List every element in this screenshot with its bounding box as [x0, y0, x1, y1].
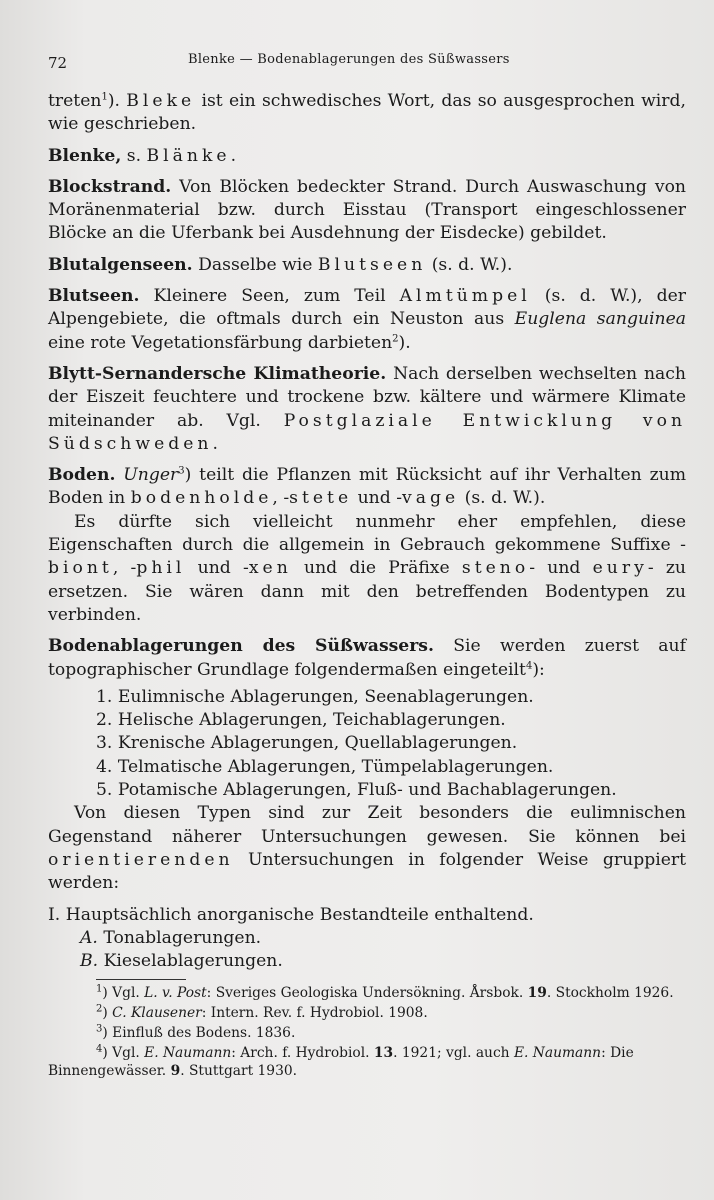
- section-heading-i: I. Hauptsächlich anorganische Bestandteile enthaltend.: [48, 904, 534, 925]
- lemma-blutseen: Blutseen.: [48, 286, 140, 307]
- subsection-b: B. Kieselablagerungen.: [80, 951, 283, 972]
- footnote-4: $^4$) Vgl. E. Naumann: Arch. f. Hydrobiol. 13. 1921; vgl. auch E. Naumann: Die Binnengewässer. 9. Stuttgart 1930.: [48, 1043, 634, 1080]
- entry-boden: Boden. Unger$^3$) teilt die Pflanzen mit Rücksicht auf ihr Verhalten zum Boden in bodenholde, -stete und -vage (s. d. W.).: [48, 465, 687, 509]
- lemma-blockstrand: Blockstrand.: [48, 176, 172, 197]
- footnote-3: $^3$) Einfluß des Bodens. 1836.: [96, 1023, 296, 1042]
- lemma-bodenablagerungen: Bodenablagerungen des Süßwassers.: [48, 636, 434, 657]
- entry-blutseen: Blutseen. Kleinere Seen, zum Teil Almtümpel (s. d. W.), der Alpengebiete, die oftmals durch ein Neuston aus Euglena sanguinea eine rote Vegetationsfärbung darbieten$^2$).: [48, 286, 686, 353]
- footnote-divider: [96, 979, 186, 980]
- list-item: 4. Telmatische Ablagerungen, Tümpelablagerungen.: [96, 756, 554, 777]
- lemma-boden: Boden.: [48, 465, 116, 486]
- lemma-blutalgenseen: Blutalgenseen.: [48, 254, 193, 275]
- lemma-blytt-sernander: Blytt-Sernandersche Klimatheorie.: [48, 363, 387, 384]
- footnote-2: $^2$) C. Klausener: Intern. Rev. f. Hydrobiol. 1908.: [96, 1003, 428, 1022]
- entry-blytt-sernander: Blytt-Sernandersche Klimatheorie. Nach derselben wechselten nach der Eiszeit feuchtere und trockene bzw. kältere und wärmere Klimate miteinander ab. Vgl. Postglaziale Entwicklung von Südschweden.: [48, 363, 687, 454]
- paragraph-treten: treten$^1$). Bleke ist ein schwedisches Wort, das so ausgesprochen wird, wie geschrieben.: [48, 91, 686, 135]
- entry-blenke: Blenke, s. Blänke.: [48, 145, 237, 166]
- page-number: 72: [48, 54, 68, 72]
- lemma-blenke: Blenke,: [48, 145, 122, 166]
- list-item: 5. Potamische Ablagerungen, Fluß- und Bachablagerungen.: [96, 780, 617, 801]
- page-text: [48, 48, 686, 1082]
- deposit-type-list: [48, 686, 686, 802]
- running-head-title: Blenke — Bodenablagerungen des Süßwassers: [188, 52, 510, 67]
- list-item: 3. Krenische Ablagerungen, Quellablagerungen.: [96, 733, 518, 754]
- paragraph-suffixe: Es dürfte sich vielleicht nunmehr eher empfehlen, diese Eigenschaften durch die allgemein in Gebrauch gekommene Suffixe -biont, -phil und -xen und die Präfixe steno- und eury- zu ersetzen. Sie wären dann mit den betreffenden Bodentypen zu verbinden.: [48, 511, 686, 625]
- entry-blockstrand: Blockstrand. Von Blöcken bedeckter Strand. Durch Auswaschung von Moränenmaterial bzw. durch Eisstau (Transport eingeschlossener Blöcke an die Uferbank bei Ausdehnung der Eisdecke) gebildet.: [48, 176, 686, 244]
- footnote-1: $^1$) Vgl. L. v. Post: Sveriges Geologiska Undersökning. Årsbok. 19. Stockholm 1926.: [96, 983, 674, 1002]
- entry-blutalgenseen: Blutalgenseen. Dasselbe wie Blutseen (s. d. W.).: [48, 254, 513, 275]
- list-item: 1. Eulimnische Ablagerungen, Seenablagerungen.: [96, 686, 534, 707]
- subsection-a: A. Tonablagerungen.: [80, 927, 262, 948]
- paragraph-typen: Von diesen Typen sind zur Zeit besonders die eulimnischen Gegenstand näherer Untersuchungen gewesen. Sie können bei orientierenden Untersuchungen in folgender Weise gruppiert werden:: [48, 803, 686, 894]
- running-header: [48, 48, 686, 74]
- entry-bodenablagerungen: Bodenablagerungen des Süßwassers. Sie werden zuerst auf topographischer Grundlage folgendermaßen eingeteilt$^4$):: [48, 636, 686, 680]
- list-item: 2. Helische Ablagerungen, Teichablagerungen.: [96, 710, 506, 731]
